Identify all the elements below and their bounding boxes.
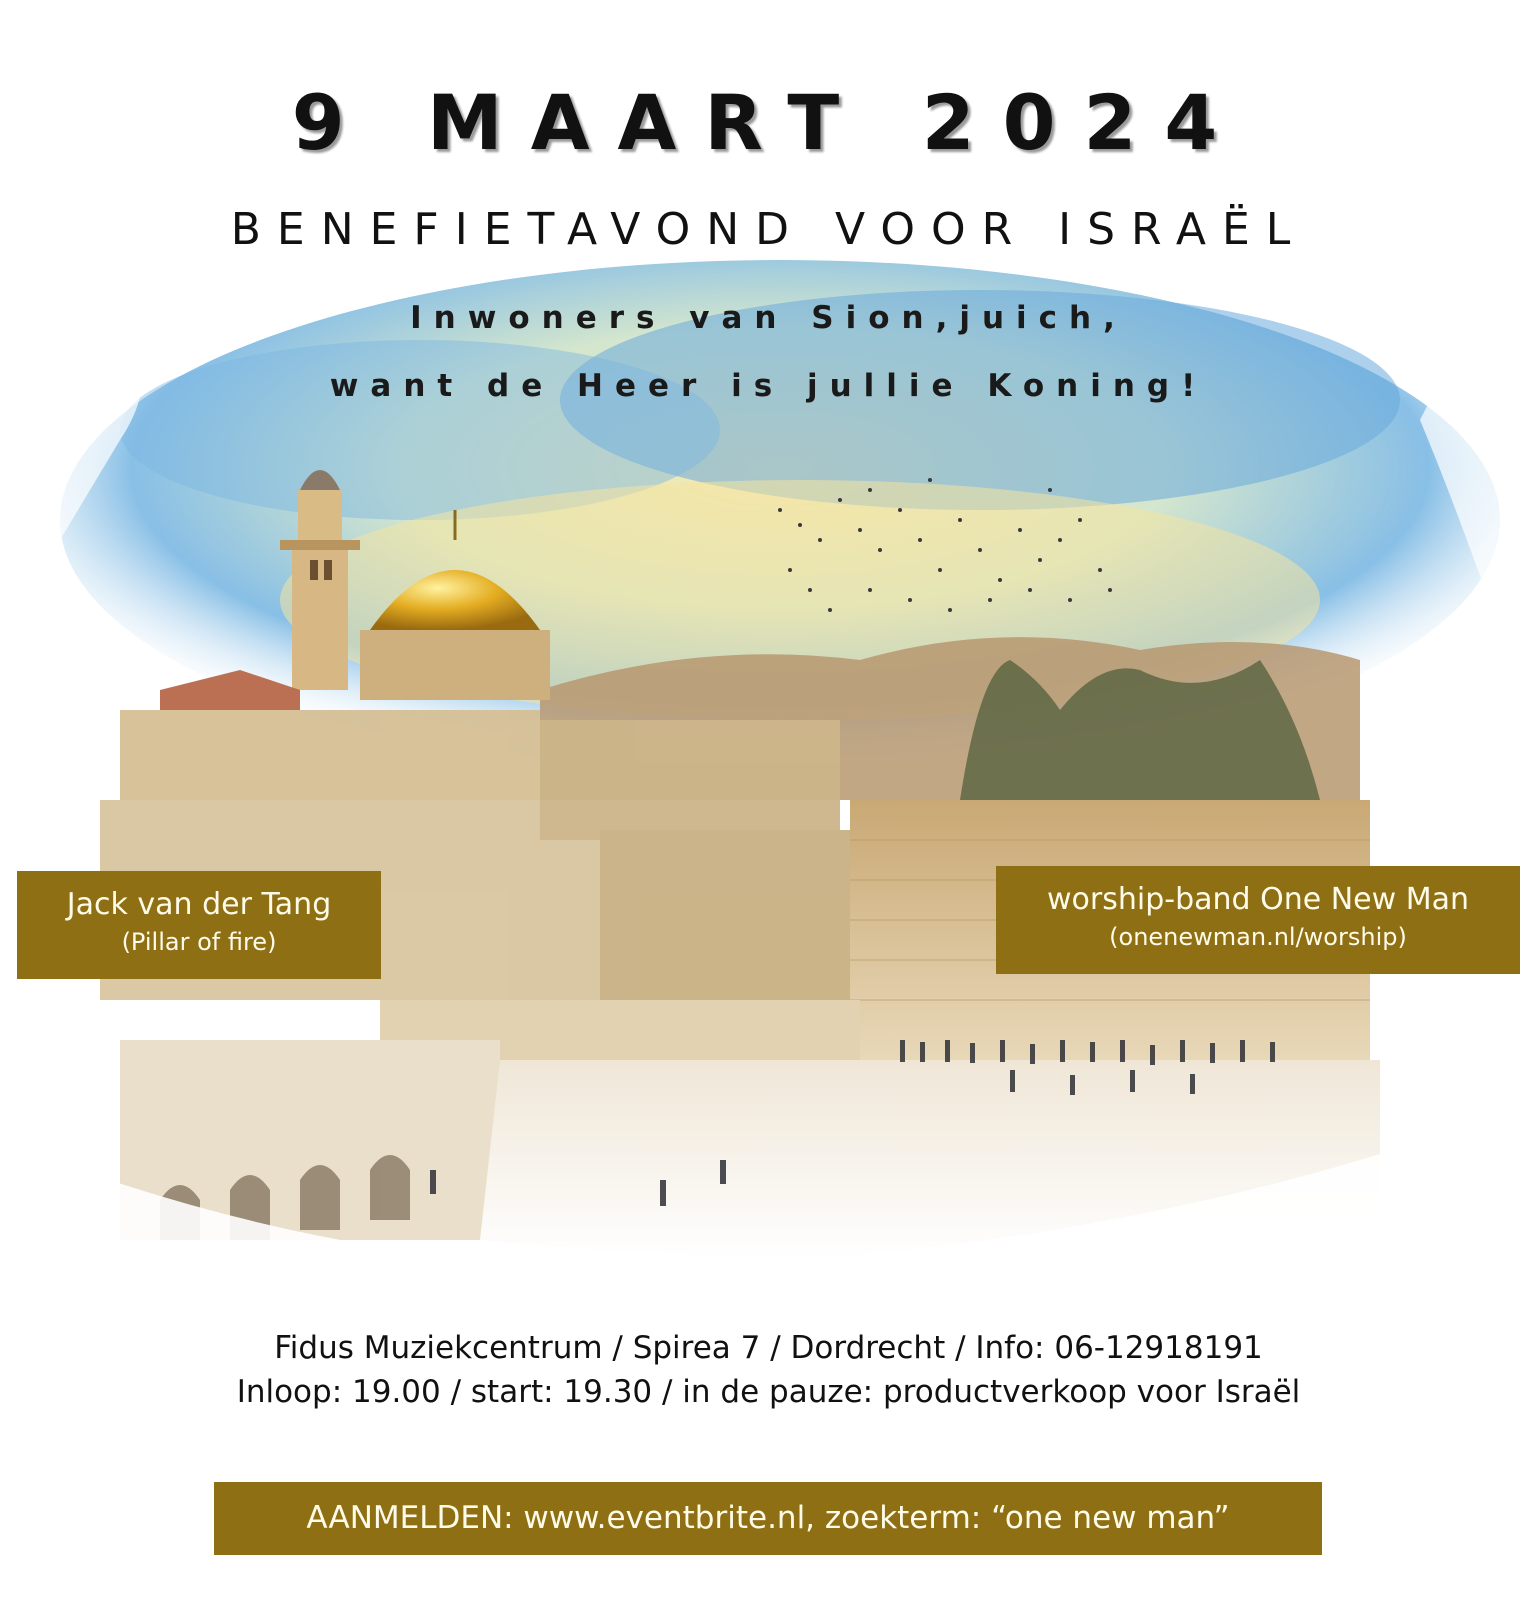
speaker-box-right bbox=[996, 866, 1520, 974]
verse-line-1: Inwoners van Sion,juich, bbox=[410, 300, 1127, 336]
speaker-name-left: Jack van der Tang bbox=[66, 887, 332, 922]
speaker-name-right: worship-band One New Man bbox=[1047, 882, 1469, 917]
time-info: Inloop: 19.00 / start: 19.30 / in de pauze: productverkoop voor Israël bbox=[236, 1374, 1301, 1410]
speaker-affiliation-left: (Pillar of fire) bbox=[121, 928, 277, 956]
event-title: BENEFIETAVOND VOOR ISRAËL bbox=[230, 204, 1307, 255]
event-date: 9 MAART 2024 bbox=[291, 78, 1246, 167]
speaker-box-left bbox=[17, 871, 381, 979]
venue-info: Fidus Muziekcentrum / Spirea 7 / Dordrecht / Info: 06-12918191 bbox=[274, 1330, 1263, 1366]
signup-banner: AANMELDEN: www.eventbrite.nl, zoekterm: “one new man” bbox=[214, 1482, 1322, 1555]
speaker-url-right: (onenewman.nl/worship) bbox=[1109, 923, 1407, 951]
verse-line-2: want de Heer is jullie Koning! bbox=[329, 368, 1208, 404]
